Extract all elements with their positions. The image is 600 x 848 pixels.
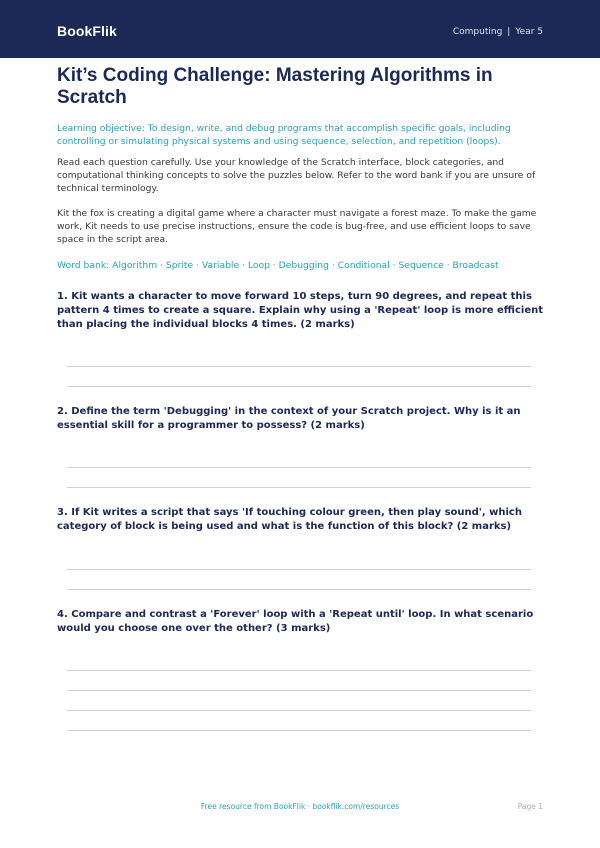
question-3: 3. If Kit writes a script that says 'If touching colour green, then play sound', which category of block is being used and what is the function of this block? (2 marks) [57,507,522,532]
learning-objective: Learning objective: To design, write, and debug programs that accomplish specific goals, including controlling or simulating physical systems and using sequence, selection, and repetition (loops). [57,123,511,147]
page-header [0,0,600,58]
answer-line[interactable] [67,467,531,468]
footer-credit: Free resource from BookFlik · bookflik.com/resources [200,802,400,811]
answer-line[interactable] [67,589,531,590]
subject-separator: | [507,27,511,37]
answer-line[interactable] [67,569,531,570]
question-2: 2. Define the term 'Debugging' in the context of your Scratch project. Why is it an essential skill for a programmer to possess? (2 marks) [57,406,521,431]
subject-name: Computing [452,27,503,37]
answer-line[interactable] [67,366,531,367]
year-group: Year 5 [515,27,543,37]
subject-label [453,27,543,37]
question-1: 1. Kit wants a character to move forward 10 steps, turn 90 degrees, and repeat this pattern 4 times to create a square. Explain why using a 'Repeat' loop is more efficient than placing the individual blocks 4 times. (2 marks) [57,291,544,330]
answer-line[interactable] [67,690,531,691]
page-number: Page 1 [517,802,543,811]
page-title: Kit’s Coding Challenge: Mastering Algorithms in Scratch [57,65,493,108]
context-text: Kit the fox is creating a digital game where a character must navigate a forest maze. To make the game work, Kit needs to use precise instructions, ensure the code is bug-free, and use efficient loops to save space in the script area. [57,208,537,245]
brand-logo: BookFlik [57,23,117,39]
answer-line[interactable] [67,670,531,671]
answer-line[interactable] [67,730,531,731]
instructions-text: Read each question carefully. Use your knowledge of the Scratch interface, block categories, and computational thinking concepts to solve the puzzles below. Refer to the word bank if you are unsure of technical terminology. [57,157,536,194]
word-bank: Word bank: Algorithm · Sprite · Variable · Loop · Debugging · Conditional · Sequence · Broadcast [57,260,499,271]
answer-line[interactable] [67,487,531,488]
answer-line[interactable] [67,386,531,387]
question-4: 4. Compare and contrast a 'Forever' loop with a 'Repeat until' loop. In what scenario would you choose one over the other? (3 marks) [57,609,534,634]
answer-line[interactable] [67,710,531,711]
